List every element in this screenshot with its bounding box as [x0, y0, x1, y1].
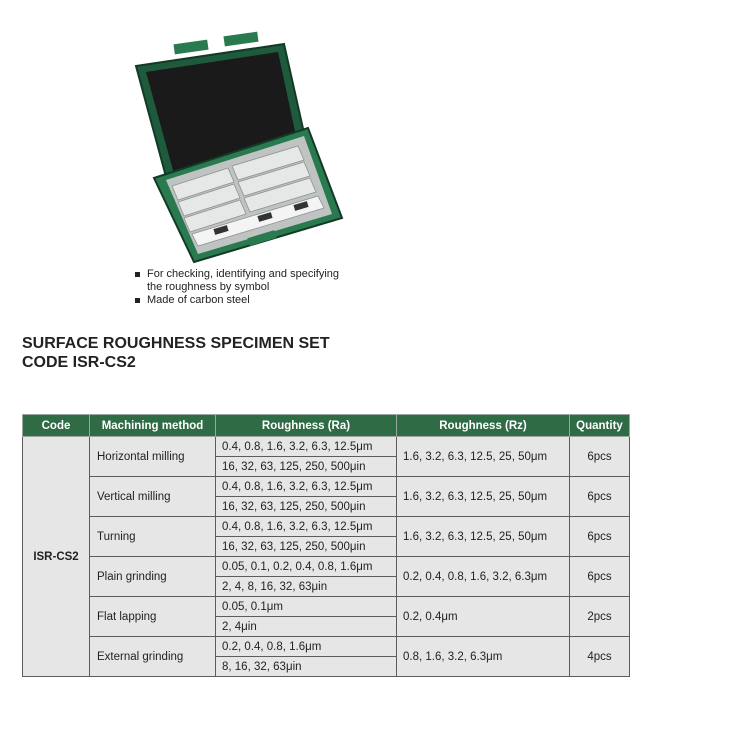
feature-text: the roughness by symbol: [147, 281, 270, 293]
title-line-name: SURFACE ROUGHNESS SPECIMEN SET: [22, 335, 330, 352]
title-line-code: CODE ISR-CS2: [22, 354, 136, 371]
method-cell: Plain grinding: [90, 557, 216, 597]
ra-metric-cell: 0.05, 0.1, 0.2, 0.4, 0.8, 1.6μm: [216, 557, 397, 577]
feature-item: [135, 294, 339, 307]
quantity-cell: 2pcs: [570, 597, 630, 637]
rz-cell: 0.8, 1.6, 3.2, 6.3μm: [397, 637, 570, 677]
header-quantity: Quantity: [570, 415, 630, 437]
ra-imperial-cell: 2, 4, 8, 16, 32, 63μin: [216, 577, 397, 597]
quantity-cell: 6pcs: [570, 557, 630, 597]
ra-metric-cell: 0.4, 0.8, 1.6, 3.2, 6.3, 12.5μm: [216, 477, 397, 497]
feature-text: Made of carbon steel: [147, 294, 250, 306]
ra-imperial-cell: 16, 32, 63, 125, 250, 500μin: [216, 457, 397, 477]
header-rz: Roughness (Rz): [397, 415, 570, 437]
quantity-cell: 6pcs: [570, 517, 630, 557]
rz-cell: 0.2, 0.4μm: [397, 597, 570, 637]
table-row: [23, 477, 630, 497]
table-row: [23, 637, 630, 657]
ra-metric-cell: 0.05, 0.1μm: [216, 597, 397, 617]
rz-cell: 1.6, 3.2, 6.3, 12.5, 25, 50μm: [397, 477, 570, 517]
feature-text: For checking, identifying and specifying: [147, 268, 339, 280]
method-cell: Vertical milling: [90, 477, 216, 517]
rz-cell: 1.6, 3.2, 6.3, 12.5, 25, 50μm: [397, 437, 570, 477]
header-code: Code: [23, 415, 90, 437]
rz-cell: 1.6, 3.2, 6.3, 12.5, 25, 50μm: [397, 517, 570, 557]
method-cell: Turning: [90, 517, 216, 557]
ra-imperial-cell: 2, 4μin: [216, 617, 397, 637]
header-ra: Roughness (Ra): [216, 415, 397, 437]
ra-metric-cell: 0.4, 0.8, 1.6, 3.2, 6.3, 12.5μm: [216, 517, 397, 537]
quantity-cell: 6pcs: [570, 477, 630, 517]
quantity-cell: 6pcs: [570, 437, 630, 477]
table-row: [23, 437, 630, 457]
table-row: [23, 557, 630, 577]
ra-imperial-cell: 16, 32, 63, 125, 250, 500μin: [216, 497, 397, 517]
method-cell: Flat lapping: [90, 597, 216, 637]
table-row: [23, 597, 630, 617]
ra-metric-cell: 0.4, 0.8, 1.6, 3.2, 6.3, 12.5μm: [216, 437, 397, 457]
feature-item-continuation: [135, 281, 339, 294]
product-photo: [128, 22, 360, 264]
quantity-cell: 4pcs: [570, 637, 630, 677]
spec-table: [22, 414, 630, 677]
code-cell: ISR-CS2: [23, 437, 90, 677]
feature-list: [135, 268, 339, 307]
table-header-row: [23, 415, 630, 437]
ra-imperial-cell: 8, 16, 32, 63μin: [216, 657, 397, 677]
table-row: [23, 517, 630, 537]
header-method: Machining method: [90, 415, 216, 437]
rz-cell: 0.2, 0.4, 0.8, 1.6, 3.2, 6.3μm: [397, 557, 570, 597]
product-title: [22, 334, 330, 372]
ra-metric-cell: 0.2, 0.4, 0.8, 1.6μm: [216, 637, 397, 657]
method-cell: Horizontal milling: [90, 437, 216, 477]
bullet-square-icon: [135, 298, 140, 303]
feature-item: [135, 268, 339, 281]
method-cell: External grinding: [90, 637, 216, 677]
ra-imperial-cell: 16, 32, 63, 125, 250, 500μin: [216, 537, 397, 557]
bullet-square-icon: [135, 272, 140, 277]
